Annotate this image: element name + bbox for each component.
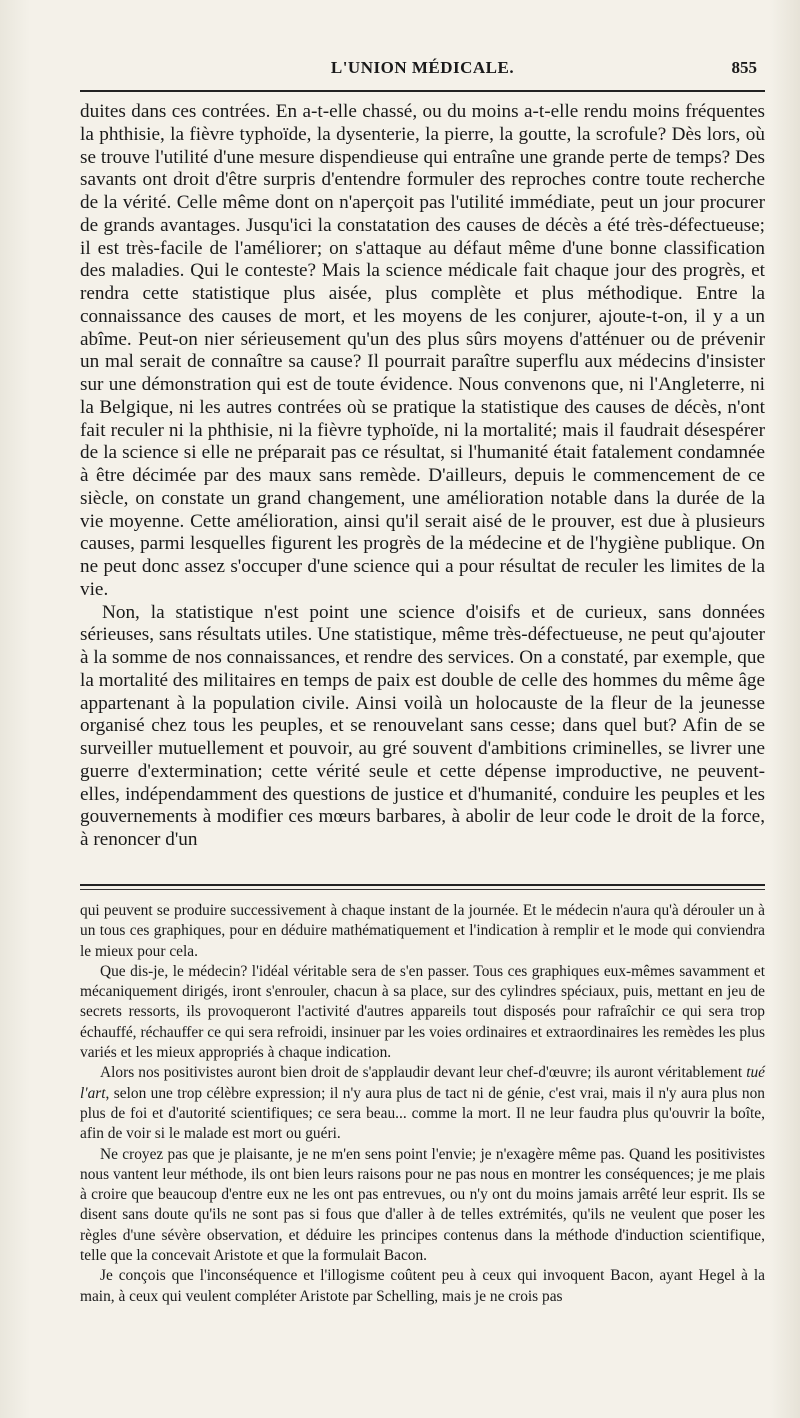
footnote-paragraph-3-start: Alors nos positivistes auront bien droit de s'applaudir devant leur chef-d'œuvre; ils auront véritablement [100, 1064, 747, 1082]
footnote-separator-thick [80, 884, 765, 886]
main-paragraph-2: Non, la statistique n'est point une science d'oisifs et de curieux, sans données sérieuses, sans résultats utiles. Une statistique, même très-défectueuse, ne peut qu'ajouter à la somme de nos connaissances, et rendre des services. On a constaté, par exemple, que la mortalité des militaires en temps de paix est double de celle des hommes du même âge appartenant à la population civile. Ainsi voilà un holocauste de la fleur de la jeunesse organisé chez tous les peuples, et se renouvelant sans cesse; dans quel but? Afin de se surveiller mutuellement et pouvoir, au gré souvent d'ambitions criminelles, se livrer une guerre d'extermination; cette vérité seule et cette dépense improductive, ne peuvent-elles, indépendamment des questions de justice et d'humanité, conduire les peuples et les gouvernements à modifier ces mœurs barbares, à abolir de leur code le droit de la force, à renoncer d'un [80, 601, 765, 850]
footnote-paragraph-5: Je conçois que l'inconséquence et l'illogisme coûtent peu à ceux qui invoquent Bacon, ayant Hegel à la main, à ceux qui veulent compléter Aristote par Schelling, mais je ne crois pas [80, 1267, 765, 1305]
page-number: 855 [731, 58, 757, 77]
footnote-separator-thin [80, 889, 765, 890]
italic-phrase: tué l'art [80, 1064, 765, 1102]
footnote-paragraph-1: qui peuvent se produire successivement à chaque instant de la journée. Et le médecin n'aura qu'à dérouler un à un tous ces graphiques, pour en déduire mathématiquement et l'indication à remplir et le mode qui conviendra le mieux pour cela. [80, 902, 765, 960]
page-header [80, 52, 765, 82]
running-title: L'UNION MÉDICALE. [330, 58, 515, 77]
footnote-paragraph-3 [80, 1063, 765, 1144]
main-paragraph-1: duites dans ces contrées. En a-t-elle chassé, ou du moins a-t-elle rendu moins fréquentes la phthisie, la fièvre typhoïde, la dysenterie, la pierre, la goutte, la scrofule? Dès lors, où se trouve l'utilité d'une mesure dispendieuse qui entraîne une grande perte de temps? Des savants ont droit d'être surpris d'entendre formuler des reproches contre toute recherche de la vérité. Celle même dont on n'aperçoit pas l'utilité immédiate, peut un jour procurer de grands avantages. Jusqu'ici la constatation des causes de décès a été très-défectueuse; il est très-facile de l'améliorer; on s'attaque au défaut même d'une bonne classification des maladies. Qui le conteste? Mais la science médicale fait chaque jour des progrès, et rendra cette statistique plus aisée, plus complète et plus méthodique. Entre la connaissance des causes de mort, et les moyens de les conjurer, ajoute-t-on, il y a un abîme. Peut-on nier sérieusement qu'un des plus sûrs moyens d'atténuer ou de prévenir un mal serait de connaître sa cause? Il pourrait paraître superflu aux médecins d'insister sur une démonstration qui est de toute évidence. Nous convenons que, ni l'Angleterre, ni la Belgique, ni les autres contrées où se pratique la statistique des causes de décès, n'ont fait reculer ni la phthisie, ni la fièvre typhoïde, ni la mortalité; mais il faudrait désespérer de la science si elle ne préparait pas ce résultat, si l'humanité était fatalement condamnée à être décimée par des maux sans remède. D'ailleurs, depuis le commencement de ce siècle, on constate un grand changement, une amélioration notable dans la durée de la vie moyenne. Cette amélioration, ainsi qu'il serait aisé de le prouver, est due à plusieurs causes, parmi lesquelles figurent les progrès de la médecine et de l'hygiène publique. On ne peut donc assez s'occuper d'une science qui a pour résultat de reculer les limites de la vie. [80, 101, 765, 600]
footnote-paragraph-3-end: , selon une trop célèbre expression; il n'y aura plus de tact ni de génie, c'est vrai, mais il n'y aura plus non plus de foi et d'autorité scientifiques; ce sera beau... comme la mort. Il ne leur faudra plus qu'ouvrir la boîte, afin de voir si le malade est mort ou guéri. [80, 1084, 765, 1143]
footnote-text [80, 901, 765, 1307]
header-rule [80, 90, 765, 92]
main-body-text [80, 101, 765, 852]
footnote-paragraph-4: Ne croyez pas que je plaisante, je ne m'en sens point l'envie; je n'exagère même pas. Quand les positivistes nous vantent leur méthode, ils ont bien leurs raisons pour ne pas nous en montrer les conséquences; je me plais à croire que beaucoup d'entre eux ne les ont pas entrevues, ou n'y ont du moins jamais arrêté leur esprit. Ils se disent sans doute qu'ils ne sont pas si fous que d'aller à de telles extrémités, qu'ils ne veulent que poser les règles d'une sévère observation, et déduire les principes contenus dans la méthode d'induction scientifique, telle que la concevait Aristote et que la formulait Bacon. [80, 1145, 765, 1265]
footnote-paragraph-2: Que dis-je, le médecin? l'idéal véritable sera de s'en passer. Tous ces graphiques eux-mêmes savamment et mécaniquement dirigés, iront s'enrouler, chacun à sa place, sur des cylindres spéciaux, puis, mettant en jeu de secrets ressorts, ils provoqueront l'activité d'autres appareils tout disposés pour rafraîchir ce qui sera trop échauffé, réchauffer ce qui sera refroidi, insinuer par les voies ordinaires et extraordinaires les remèdes les plus variés et les mieux appropriés à chaque indication. [80, 962, 765, 1062]
